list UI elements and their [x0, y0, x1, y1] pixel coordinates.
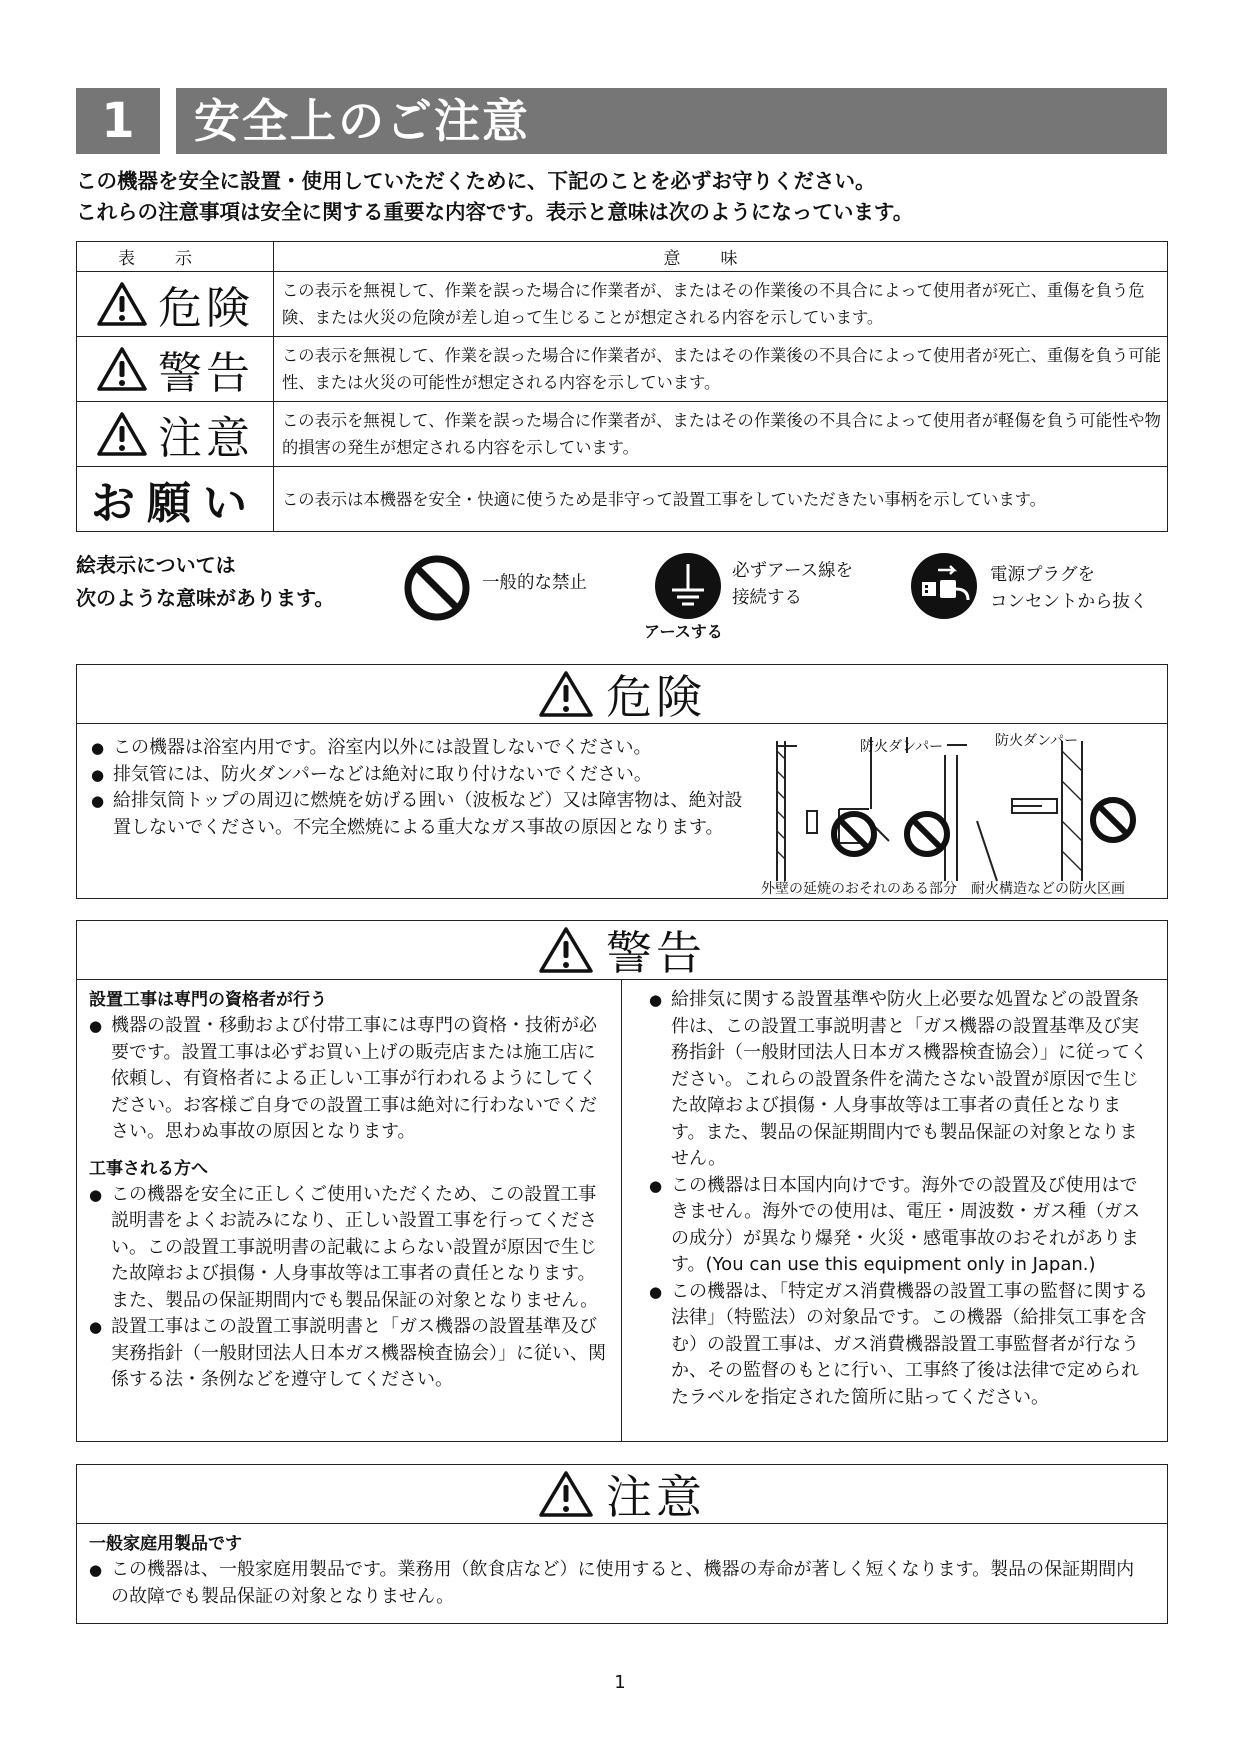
earth-label-line-2: 接続する [732, 588, 802, 608]
unplug-label-line-2: コンセントから抜く [990, 592, 1148, 612]
bullet-dot: ● [649, 1176, 663, 1195]
warning-right-column [649, 987, 1155, 1411]
warning-left-column [89, 987, 607, 1394]
legend-meaning-request: この表示は本機器を安全・快適に使うため是非守って設置工事をしていただきたい事柄を示しています。 [274, 467, 1168, 532]
legend-meaning-caution: この表示を無視して、作業を誤った場合に作業者が、またはその作業後の不具合によって使用者が軽傷を負う可能性や物的損害の発生が想定される内容を示しています。 [274, 402, 1168, 467]
bullet-dot: ● [89, 1185, 103, 1204]
bullet-dot: ● [91, 792, 105, 810]
page-number: 1 [614, 1672, 626, 1693]
danger-bullet-3-text: 給排気筒トップの周辺に燃焼を妨げる囲い（波板など）又は障害物は、絶対設置しないでください。不完全燃焼による重大なガス事故の原因となります。 [113, 790, 743, 838]
warning-right-bullet-2-text: この機器は日本国内向けです。海外での設置及び使用はできません。海外での使用は、電圧・周波数・ガス種（ガスの成分）が異なり爆発・火災・感電事故のおそれがあります。(You can use this equipment only in Japan.) [671, 1174, 1141, 1275]
warning-left-bullet-2-text: この機器を安全に正しくご使用いただくため、この設置工事説明書をよくお読みになり、正しい設置工事を行ってください。この設置工事説明書の記載によらない設置が原因で生じた故障および損傷・人身事故等は工事者の責任となります。また、製品の保証期間内でも製品保証の対象となりません。 [111, 1183, 599, 1311]
danger-box-header [77, 665, 1167, 724]
warning-left-bullet-1-text: 機器の設置・移動および付帯工事には専門の資格・技術が必要です。設置工事は必ずお買い上げの販売店または施工店に依頼し、有資格者による正しい工事が行われるようにしてください。お客様ご自身での設置工事は絶対に行わないでください。思わぬ事故の原因となります。 [111, 1015, 597, 1142]
intro-line-1: この機器を安全に設置・使用していただくために、下記のことを必ずお守りください。 [76, 169, 876, 193]
danger-bullet-3 [91, 788, 747, 841]
legend-meaning-danger: この表示を無視して、作業を誤った場合に作業者が、またはその作業後の不具合によって使用者が死亡、重傷を負う危険、または火災の危険が差し迫って生じることが想定される内容を示しています。 [274, 272, 1168, 337]
warning-right-bullet-3-text: この機器は、「特定ガス消費機器の設置工事の監督に関する法律」（特監法）の対象品です。この機器（給排気工事を含む）の設置工事は、ガス消費機器設置工事監督者が行なうか、その監督のもとに行い、工事終了後は法律で定められたラベルを指定された箇所に貼ってください。 [671, 1280, 1148, 1408]
warning-box-title: 警告 [606, 926, 706, 980]
unplug-label-line-1: 電源プラグを [990, 565, 1095, 585]
damper-diagram [757, 731, 1157, 896]
caution-bullet [89, 1557, 1149, 1610]
caution-bullet-text: この機器は、一般家庭用製品です。業務用（飲食店など）に使用すると、機器の寿命が著しく短くなります。製品の保証期間内の故障でも製品保証の対象となりません。 [111, 1559, 1135, 1607]
legend-label-danger: 危険 [158, 283, 254, 334]
diagram-caption-left: 外壁の延焼のおそれのある部分 [761, 881, 957, 896]
caution-box [76, 1464, 1168, 1624]
caution-box-header [77, 1465, 1167, 1524]
warning-left-bullet-3 [89, 1314, 607, 1394]
danger-bullet-2 [91, 762, 747, 789]
warning-left-bullet-1 [89, 1013, 607, 1146]
bullet-dot: ● [91, 765, 105, 784]
danger-bullet-1 [91, 735, 747, 762]
earth-label-line-1: 必ずアース線を [732, 561, 854, 581]
warning-triangle-icon [96, 281, 148, 327]
danger-bullet-1-text: この機器は浴室内用です。浴室内以外には設置しないでください。 [113, 737, 652, 758]
warning-triangle-icon [538, 926, 594, 974]
page-title: 安全上のご注意 [176, 88, 1167, 154]
warning-triangle-icon [538, 1470, 594, 1518]
bullet-dot: ● [89, 1017, 103, 1035]
diagram-caption-right: 耐火構造などの防火区画 [971, 881, 1125, 896]
legend-col-meaning: 意味 [274, 242, 1168, 272]
damper-label-1: 防火ダンパー [860, 739, 944, 755]
column-divider [621, 980, 622, 1442]
unplug-label [990, 562, 1148, 616]
warning-heading-qualified: 設置工事は専門の資格者が行う [89, 990, 327, 1010]
pictogram-intro [76, 549, 334, 615]
warning-right-bullet-1-text: 給排気に関する設置基準や防火上必要な処置などの設置条件は、この設置工事説明書と「ガス機器の設置基準及び実務指針（一般財団法人日本ガス機器検査協会）」に従ってください。これらの設置条件を満たさない設置が原因で生じた故障および損傷・人身事故等は工事者の責任となります。また、製品の保証期間内でも製品保証の対象となりません。 [671, 989, 1148, 1169]
legend-label-warning: 警告 [158, 348, 254, 399]
warning-right-bullet-1 [649, 987, 1155, 1173]
damper-label-2: 防火ダンパー [995, 733, 1079, 749]
bullet-dot: ● [649, 991, 663, 1009]
bullet-dot: ● [89, 1561, 103, 1579]
caution-box-title: 注意 [606, 1470, 706, 1524]
earth-caption: アースする [644, 622, 723, 641]
danger-bullet-2-text: 排気管には、防火ダンパーなどは絶対に取り付けないでください。 [113, 763, 652, 785]
intro-line-2: これらの注意事項は安全に関する重要な内容です。表示と意味は次のようになっています。 [76, 200, 914, 224]
caution-heading: 一般家庭用製品です [89, 1534, 242, 1554]
earth-icon [654, 552, 722, 620]
section-number: 1 [76, 88, 160, 154]
unplug-icon [910, 552, 978, 620]
bullet-dot: ● [89, 1318, 103, 1336]
warning-triangle-icon [96, 411, 148, 457]
legend-label-caution: 注意 [158, 413, 254, 464]
bullet-dot: ● [91, 739, 105, 757]
warning-left-bullet-2 [89, 1182, 607, 1315]
pictogram-intro-line-1: 絵表示については [76, 553, 236, 577]
prohibit-icon [403, 554, 471, 622]
legend-table [76, 241, 1168, 532]
warning-box-header [77, 921, 1167, 980]
warning-triangle-icon [538, 670, 594, 718]
bullet-dot: ● [649, 1282, 663, 1301]
warning-left-bullet-3-text: 設置工事はこの設置工事説明書と「ガス機器の設置基準及び実務指針（一般財団法人日本ガス機器検査協会）」に従い、関係する法・条例などを遵守してください。 [111, 1316, 606, 1390]
warning-box [76, 920, 1168, 1442]
warning-right-bullet-2 [649, 1173, 1155, 1279]
warning-right-bullet-3 [649, 1279, 1155, 1412]
legend-label-request: お願い [91, 478, 259, 529]
prohibit-label: 一般的な禁止 [482, 573, 587, 593]
warning-triangle-icon [96, 346, 148, 392]
danger-box [76, 664, 1168, 899]
legend-col-symbol: 表示 [77, 242, 274, 272]
intro-text [76, 166, 1176, 228]
earth-label [732, 558, 853, 612]
danger-box-title: 危険 [606, 670, 706, 724]
legend-meaning-warning: この表示を無視して、作業を誤った場合に作業者が、またはその作業後の不具合によって使用者が死亡、重傷を負う可能性、または火災の可能性が想定される内容を示しています。 [274, 337, 1168, 402]
pictogram-intro-line-2: 次のような意味があります。 [76, 586, 335, 610]
warning-heading-installers: 工事される方へ [89, 1158, 208, 1179]
